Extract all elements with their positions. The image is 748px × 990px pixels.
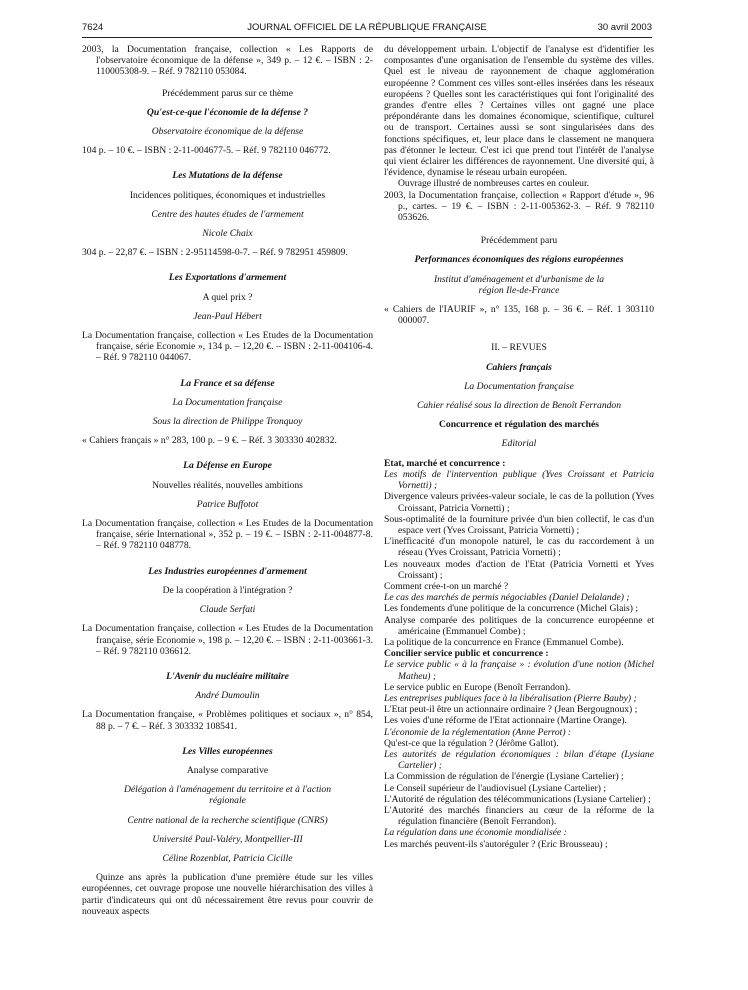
review-theme: Concurrence et régulation des marchés (438, 419, 600, 431)
book-reference: La Documentation française, collection « Les Etudes de la Documentation française, série Economie », 198 p. – 12,20 €. – ISBN : 2-11-003661-3. – Réf. 9 782110 036612. (82, 623, 373, 657)
header-rule (82, 37, 652, 38)
book-reference: La Documentation française, collection « Les Etudes de la Documentation française, série Economie », 134 p. – 12,20 €. – ISBN : 2-11-004106-4. – Réf. 9 782110 044067. (82, 330, 373, 364)
book-organisation: Centre des hautes études de l'armement (151, 208, 304, 220)
book-organisation: Centre national de la recherche scientifique (CNRS) (127, 814, 328, 826)
book-organisation: Université Paul-Valéry, Montpellier-III (152, 833, 303, 845)
list-item: L'Autorité des marchés financiers au cœur de la réforme de la régulation financière (Benoît Ferrandon). (384, 804, 654, 828)
list-item: L'inefficacité d'un monopole naturel, le cas du raccordement à un réseau (Yves Croissant, Patricia Vornetti) ; (384, 536, 654, 559)
book-author: Nicole Chaix (202, 228, 253, 240)
book-title: Les Exportations d'armement (168, 272, 287, 284)
list-item: Le cas des marchés de permis négociables (Daniel Delalande) ; (384, 592, 630, 604)
book-title: Les Mutations de la défense (172, 170, 283, 182)
book-organisation: Institut d'aménagement et d'urbanisme de la région Ile-de-France (433, 273, 605, 296)
list-item: Les marchés peuvent-ils s'autoréguler ? (Eric Brousseau) ; (384, 838, 608, 850)
journal-title: JOURNAL OFFICIEL DE LA RÉPUBLIQUE FRANÇAISE (247, 22, 487, 33)
list-item: Divergence valeurs privées-valeur sociale, le cas de la pollution (Yves Croissant, Patricia Vornetti) ; (384, 491, 654, 514)
list-item: Les fondements d'une politique de la concurrence (Michel Glais) ; (384, 603, 639, 615)
section-heading: II. – REVUES (491, 342, 547, 354)
editorial-label: Editorial (501, 438, 537, 450)
previously-published-label: Précédemment parus sur ce thème (161, 87, 294, 99)
review-direction: Cahier réalisé sous la direction de Benoît Ferrandon (416, 400, 622, 412)
right-column (384, 44, 654, 850)
book-reference: La Documentation française, « Problèmes politiques et sociaux », n° 854, 88 p. – 7 €. – Réf. 3 303332 108541. (82, 709, 373, 732)
review-title: Cahiers français (486, 361, 552, 373)
subsection-heading: Concilier service public et concurrence : (384, 648, 549, 660)
book-abstract-continued: du développement urbain. L'objectif de l'analyse est d'identifier les composantes d'une organisation de l'ensemble du système des villes. Quel est le niveau de rayonnement de chaque agglomération européenne ? Comment ces villes sont-elles insérées dans les réseaux européens ? Quelles sont les caractéristiques qui font l'originalité des grandes d'entre elles ? Certaines villes ont gagné une place prépondérante dans les domaines économique, scientifique, culturel ou de transport. Certaines aussi se sont singularisées dans des fonctions spécifiques, et, leur place dans le classement ne manquera pas d'étonner le lecteur. C'est ici que prend tout l'intérêt de l'analyse qui vient éclairer les différences de rayonnement. Une diversité qui, à l'évidence, dynamise le réseau urbain européen. (384, 44, 654, 179)
list-item: L'économie de la réglementation (Anne Perrot) : (384, 726, 572, 738)
book-author: Claude Serfati (199, 604, 256, 616)
book-title: L'Avenir du nucléaire militaire (166, 670, 289, 682)
list-item: Le service public « à la française » : évolution d'une notion (Michel Matheu) ; (384, 659, 654, 682)
list-item: La Commission de régulation de l'énergie (Lysiane Cartelier) ; (384, 771, 624, 783)
book-subtitle: De la coopération à l'intégration ? (162, 584, 293, 596)
book-abstract: Quinze ans après la publication d'une première étude sur les villes européennes, cet ouvrage propose une nouvelle hiérarchisation des villes à partir d'indicateurs qui ont dû nécessairement être revus pour couvrir de nouveaux aspects (82, 872, 373, 917)
book-author: André Dumoulin (195, 690, 260, 702)
book-authors: Céline Rozenblat, Patricia Cicille (162, 852, 293, 864)
book-reference: « Cahiers français » n° 283, 100 p. – 9 €. – Réf. 3 303330 402832. (82, 435, 337, 447)
list-item: Les nouveaux modes d'action de l'Etat (Patricia Vornetti et Yves Croissant) ; (384, 558, 654, 581)
book-reference: La Documentation française, collection « Les Etudes de la Documentation française, série International », 352 p. – 19 €. – ISBN : 2-11-004877-8. – Réf. 9 782110 048778. (82, 518, 373, 552)
maps-note: Ouvrage illustré de nombreuses cartes en couleur. (398, 178, 590, 190)
list-item: Les voies d'une réforme de l'Etat actionnaire (Martine Orange). (384, 715, 627, 727)
list-item: Les entreprises publiques face à la libéralisation (Pierre Bauby) ; (384, 692, 637, 704)
previously-published-label: Précédemment paru (480, 235, 558, 247)
book-title: Qu'est-ce-que l'économie de la défense ? (146, 106, 309, 118)
book-subtitle: Nouvelles réalités, nouvelles ambitions (152, 479, 303, 491)
list-item: Le service public en Europe (Benoît Ferrandon). (384, 681, 571, 693)
book-publisher: La Documentation française (172, 396, 283, 408)
list-item: La politique de la concurrence en France (Emmanuel Combe). (384, 636, 624, 648)
list-item: Analyse comparée des politiques de la concurrence européenne et américaine (Emmanuel Combe) ; (384, 614, 654, 637)
book-title: Les Industries européennes d'armement (148, 565, 307, 577)
left-column (82, 44, 373, 917)
list-item: Comment crée-t-on un marché ? (384, 580, 509, 592)
list-item: L'Etat peut-il être un actionnaire ordinaire ? (Jean Bergougnoux) ; (384, 704, 638, 716)
subsection-heading: Etat, marché et concurrence : (384, 457, 506, 469)
book-reference: 304 p. – 22,87 €. – ISBN : 2-95114598-0-7. – Réf. 9 782951 459809. (82, 247, 348, 259)
list-item: Qu'est-ce que la régulation ? (Jérôme Gallot). (384, 737, 559, 749)
review-publisher: La Documentation française (464, 380, 574, 392)
book-organisation: Délégation à l'aménagement du territoire et à l'action régionale (123, 784, 332, 807)
book-title: Les Villes européennes (182, 745, 273, 757)
book-title: Performances économiques des régions européennes (414, 254, 624, 266)
book-author: Observatoire économique de la défense (151, 126, 304, 138)
intro-reference: 2003, la Documentation française, collection « Les Rapports de l'observatoire économique de la défense », 349 p. – 12 €. – ISBN : 2-110005308-9. – Réf. 9 782110 053084. (82, 44, 373, 78)
list-item: Sous-optimalité de la fourniture privée d'un bien collectif, le cas d'un espace vert (Yves Croissant, Patricia Vornetti) ; (384, 513, 654, 536)
book-subtitle: Analyse comparative (186, 764, 269, 776)
book-direction: Sous la direction de Philippe Tronquoy (152, 416, 303, 428)
list-item: La régulation dans une économie mondialisée : (384, 827, 567, 839)
book-title: La Défense en Europe (183, 460, 272, 472)
book-reference: « Cahiers de l'IAURIF », n° 135, 168 p. – 36 €. – Réf. 1 303110 000007. (384, 304, 654, 327)
book-author: Patrice Buffotot (196, 498, 259, 510)
book-subtitle: Incidences politiques, économiques et industrielles (129, 189, 326, 201)
book-subtitle: A quel prix ? (202, 291, 253, 303)
list-item: Les motifs de l'intervention publique (Yves Croissant et Patricia Vornetti) ; (384, 468, 654, 492)
book-title: La France et sa défense (180, 377, 275, 389)
book-author: Jean-Paul Hébert (193, 310, 262, 322)
list-item: Les autorités de régulation économiques : bilan d'étape (Lysiane Cartelier) ; (384, 748, 654, 772)
list-item: L'Autorité de régulation des télécommunications (Lysiane Cartelier) ; (384, 793, 651, 805)
book-reference: 104 p. – 10 €. – ISBN : 2-11-004677-5. – Réf. 9 782110 046772. (82, 145, 331, 157)
list-item: Le Conseil supérieur de l'audiovisuel (Lysiane Cartelier) ; (384, 782, 607, 794)
issue-date: 30 avril 2003 (597, 22, 652, 33)
book-reference: 2003, la Documentation française, collection « Rapport d'étude », 96 p., cartes. – 19 €. – ISBN : 2-11-005362-3. – Réf. 9 782110 053626. (384, 189, 654, 224)
page-header (82, 22, 652, 36)
page-number: 7624 (82, 22, 104, 33)
